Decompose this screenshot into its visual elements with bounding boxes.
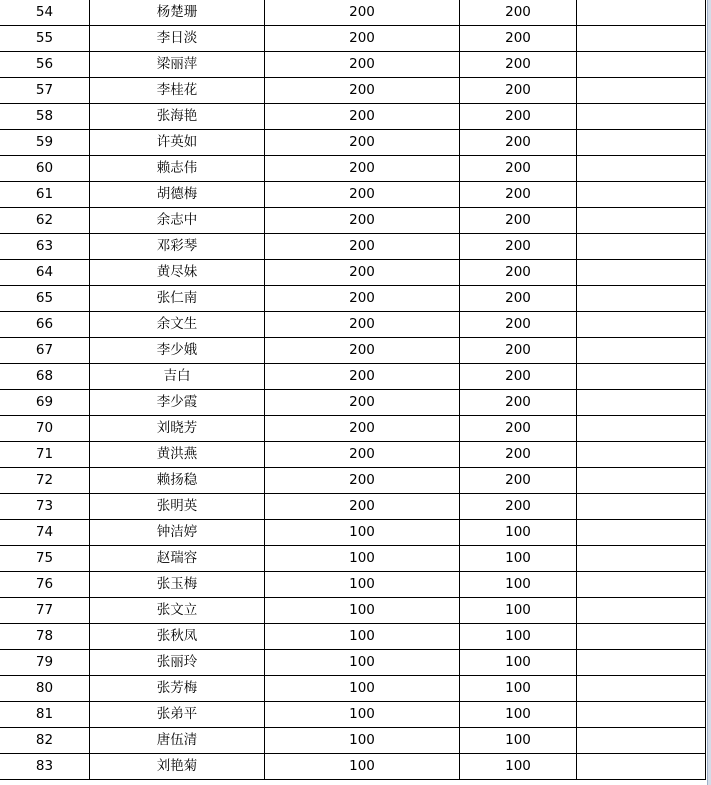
table-row — [0, 312, 706, 338]
cell-amount-b[interactable]: 100 — [460, 546, 577, 572]
cell-amount-a[interactable]: 100 — [265, 546, 460, 572]
cell-name[interactable]: 胡德梅 — [90, 182, 265, 208]
cell-row-number[interactable]: 70 — [0, 416, 90, 442]
cell-amount-a[interactable]: 200 — [265, 130, 460, 156]
cell-row-number[interactable]: 57 — [0, 78, 90, 104]
cell-name[interactable]: 赵瑞容 — [90, 546, 265, 572]
cell-amount-b[interactable]: 100 — [460, 728, 577, 754]
table-row — [0, 26, 706, 52]
cell-amount-b[interactable]: 200 — [460, 104, 577, 130]
cell-row-number[interactable]: 83 — [0, 754, 90, 780]
cell-row-number[interactable]: 80 — [0, 676, 90, 702]
cell-amount-b[interactable]: 200 — [460, 312, 577, 338]
cell-row-number[interactable]: 68 — [0, 364, 90, 390]
cell-note[interactable] — [577, 468, 706, 494]
cell-amount-b[interactable]: 200 — [460, 78, 577, 104]
table-row — [0, 702, 706, 728]
table-row — [0, 390, 706, 416]
table-row — [0, 260, 706, 286]
cell-amount-a[interactable]: 100 — [265, 676, 460, 702]
cell-name[interactable]: 赖志伟 — [90, 156, 265, 182]
cell-note[interactable] — [577, 234, 706, 260]
table-row — [0, 728, 706, 754]
cell-row-number[interactable]: 82 — [0, 728, 90, 754]
cell-name[interactable]: 张丽玲 — [90, 650, 265, 676]
table-row — [0, 0, 706, 26]
cell-amount-b[interactable]: 100 — [460, 572, 577, 598]
cell-amount-a[interactable]: 100 — [265, 572, 460, 598]
cell-amount-b[interactable]: 200 — [460, 208, 577, 234]
cell-row-number[interactable]: 59 — [0, 130, 90, 156]
cell-row-number[interactable]: 63 — [0, 234, 90, 260]
cell-amount-a[interactable]: 200 — [265, 52, 460, 78]
cell-amount-b[interactable]: 200 — [460, 390, 577, 416]
table-row — [0, 234, 706, 260]
cell-amount-b[interactable]: 100 — [460, 676, 577, 702]
cell-amount-a[interactable]: 200 — [265, 0, 460, 26]
table-row — [0, 364, 706, 390]
cell-name[interactable]: 刘晓芳 — [90, 416, 265, 442]
cell-row-number[interactable]: 61 — [0, 182, 90, 208]
cell-note[interactable] — [577, 390, 706, 416]
cell-name[interactable]: 李桂花 — [90, 78, 265, 104]
cell-name[interactable]: 张海艳 — [90, 104, 265, 130]
cell-amount-a[interactable]: 200 — [265, 338, 460, 364]
cell-amount-a[interactable]: 200 — [265, 416, 460, 442]
cell-row-number[interactable]: 67 — [0, 338, 90, 364]
cell-name[interactable]: 杨楚珊 — [90, 0, 265, 26]
cell-row-number[interactable]: 64 — [0, 260, 90, 286]
cell-note[interactable] — [577, 338, 706, 364]
cell-amount-b[interactable]: 200 — [460, 364, 577, 390]
cell-amount-a[interactable]: 100 — [265, 520, 460, 546]
cell-row-number[interactable]: 60 — [0, 156, 90, 182]
cell-note[interactable] — [577, 494, 706, 520]
cell-name[interactable]: 张玉梅 — [90, 572, 265, 598]
cell-note[interactable] — [577, 442, 706, 468]
cell-note[interactable] — [577, 416, 706, 442]
cell-row-number[interactable]: 81 — [0, 702, 90, 728]
cell-row-number[interactable]: 54 — [0, 0, 90, 26]
cell-amount-a[interactable]: 200 — [265, 260, 460, 286]
cell-note[interactable] — [577, 546, 706, 572]
table-row — [0, 754, 706, 780]
cell-row-number[interactable]: 65 — [0, 286, 90, 312]
cell-name[interactable]: 赖扬稳 — [90, 468, 265, 494]
cell-amount-a[interactable]: 200 — [265, 156, 460, 182]
cell-amount-b[interactable]: 100 — [460, 624, 577, 650]
cell-name[interactable]: 张仁南 — [90, 286, 265, 312]
cell-amount-a[interactable]: 200 — [265, 286, 460, 312]
cell-note[interactable] — [577, 728, 706, 754]
cell-name[interactable]: 刘艳菊 — [90, 754, 265, 780]
table-row — [0, 208, 706, 234]
cell-amount-b[interactable]: 200 — [460, 26, 577, 52]
table-row — [0, 676, 706, 702]
cell-amount-a[interactable]: 100 — [265, 624, 460, 650]
cell-amount-a[interactable]: 100 — [265, 650, 460, 676]
cell-amount-a[interactable]: 200 — [265, 182, 460, 208]
table-row — [0, 520, 706, 546]
cell-amount-b[interactable]: 200 — [460, 0, 577, 26]
cell-amount-b[interactable]: 100 — [460, 598, 577, 624]
cell-name[interactable]: 李少娥 — [90, 338, 265, 364]
table-row — [0, 78, 706, 104]
cell-amount-b[interactable]: 200 — [460, 338, 577, 364]
cell-name[interactable]: 唐伍清 — [90, 728, 265, 754]
cell-row-number[interactable]: 69 — [0, 390, 90, 416]
cell-note[interactable] — [577, 572, 706, 598]
cell-row-number[interactable]: 55 — [0, 26, 90, 52]
cell-name[interactable]: 黄尽妹 — [90, 260, 265, 286]
table-row — [0, 52, 706, 78]
cell-amount-b[interactable]: 200 — [460, 286, 577, 312]
cell-amount-b[interactable]: 100 — [460, 520, 577, 546]
cell-name[interactable]: 张明英 — [90, 494, 265, 520]
cell-name[interactable]: 李日淡 — [90, 26, 265, 52]
cell-amount-a[interactable]: 200 — [265, 468, 460, 494]
cell-amount-a[interactable]: 100 — [265, 754, 460, 780]
cell-note[interactable] — [577, 312, 706, 338]
cell-amount-a[interactable]: 100 — [265, 728, 460, 754]
cell-name[interactable]: 张弟平 — [90, 702, 265, 728]
cell-amount-a[interactable]: 200 — [265, 390, 460, 416]
cell-name[interactable]: 邓彩琴 — [90, 234, 265, 260]
cell-amount-b[interactable]: 200 — [460, 416, 577, 442]
cell-amount-a[interactable]: 100 — [265, 702, 460, 728]
table-row — [0, 598, 706, 624]
cell-note[interactable] — [577, 104, 706, 130]
cell-amount-a[interactable]: 100 — [265, 598, 460, 624]
cell-row-number[interactable]: 74 — [0, 520, 90, 546]
cell-row-number[interactable]: 75 — [0, 546, 90, 572]
table-row — [0, 338, 706, 364]
cell-amount-b[interactable]: 200 — [460, 494, 577, 520]
cell-row-number[interactable]: 77 — [0, 598, 90, 624]
cell-row-number[interactable]: 73 — [0, 494, 90, 520]
cell-note[interactable] — [577, 78, 706, 104]
cell-name[interactable]: 钟洁婷 — [90, 520, 265, 546]
cell-amount-b[interactable]: 100 — [460, 650, 577, 676]
cell-amount-b[interactable]: 200 — [460, 234, 577, 260]
cell-note[interactable] — [577, 208, 706, 234]
cell-note[interactable] — [577, 364, 706, 390]
cell-amount-b[interactable]: 200 — [460, 260, 577, 286]
cell-name[interactable]: 李少霞 — [90, 390, 265, 416]
cell-note[interactable] — [577, 156, 706, 182]
cell-note[interactable] — [577, 260, 706, 286]
cell-amount-a[interactable]: 200 — [265, 312, 460, 338]
cell-note[interactable] — [577, 130, 706, 156]
cell-amount-a[interactable]: 200 — [265, 208, 460, 234]
table-row — [0, 130, 706, 156]
cell-note[interactable] — [577, 754, 706, 780]
cell-name[interactable]: 吉白 — [90, 364, 265, 390]
cell-amount-b[interactable]: 100 — [460, 754, 577, 780]
cell-name[interactable]: 张文立 — [90, 598, 265, 624]
cell-amount-b[interactable]: 200 — [460, 182, 577, 208]
table-row — [0, 572, 706, 598]
table-row — [0, 468, 706, 494]
cell-row-number[interactable]: 62 — [0, 208, 90, 234]
cell-note[interactable] — [577, 624, 706, 650]
table-row — [0, 624, 706, 650]
cell-name[interactable]: 许英如 — [90, 130, 265, 156]
cell-note[interactable] — [577, 520, 706, 546]
cell-row-number[interactable]: 72 — [0, 468, 90, 494]
cell-amount-a[interactable]: 200 — [265, 442, 460, 468]
cell-name[interactable]: 余文生 — [90, 312, 265, 338]
cell-note[interactable] — [577, 0, 706, 26]
cell-amount-b[interactable]: 100 — [460, 702, 577, 728]
cell-name[interactable]: 黄洪燕 — [90, 442, 265, 468]
table-row — [0, 286, 706, 312]
cell-amount-a[interactable]: 200 — [265, 104, 460, 130]
cell-note[interactable] — [577, 702, 706, 728]
cell-note[interactable] — [577, 676, 706, 702]
table-row — [0, 546, 706, 572]
cell-note[interactable] — [577, 286, 706, 312]
cell-note[interactable] — [577, 650, 706, 676]
cell-amount-a[interactable]: 200 — [265, 26, 460, 52]
cell-amount-b[interactable]: 200 — [460, 468, 577, 494]
table-row — [0, 104, 706, 130]
cell-amount-b[interactable]: 200 — [460, 130, 577, 156]
cell-note[interactable] — [577, 182, 706, 208]
cell-row-number[interactable]: 58 — [0, 104, 90, 130]
table-row — [0, 442, 706, 468]
cell-name[interactable]: 梁丽萍 — [90, 52, 265, 78]
cell-amount-b[interactable]: 200 — [460, 156, 577, 182]
cell-amount-b[interactable]: 200 — [460, 52, 577, 78]
cell-row-number[interactable]: 56 — [0, 52, 90, 78]
cell-name[interactable]: 余志中 — [90, 208, 265, 234]
cell-name[interactable]: 张秋凤 — [90, 624, 265, 650]
table-row — [0, 650, 706, 676]
cell-row-number[interactable]: 71 — [0, 442, 90, 468]
cell-note[interactable] — [577, 52, 706, 78]
cell-amount-a[interactable]: 200 — [265, 364, 460, 390]
table-row — [0, 156, 706, 182]
table-row — [0, 494, 706, 520]
cell-note[interactable] — [577, 26, 706, 52]
cell-row-number[interactable]: 79 — [0, 650, 90, 676]
cell-amount-a[interactable]: 200 — [265, 234, 460, 260]
cell-note[interactable] — [577, 598, 706, 624]
cell-row-number[interactable]: 78 — [0, 624, 90, 650]
table-row — [0, 416, 706, 442]
table-row — [0, 182, 706, 208]
cell-name[interactable]: 张芳梅 — [90, 676, 265, 702]
cell-amount-a[interactable]: 200 — [265, 494, 460, 520]
cell-amount-b[interactable]: 200 — [460, 442, 577, 468]
cell-row-number[interactable]: 66 — [0, 312, 90, 338]
cell-amount-a[interactable]: 200 — [265, 78, 460, 104]
cell-row-number[interactable]: 76 — [0, 572, 90, 598]
